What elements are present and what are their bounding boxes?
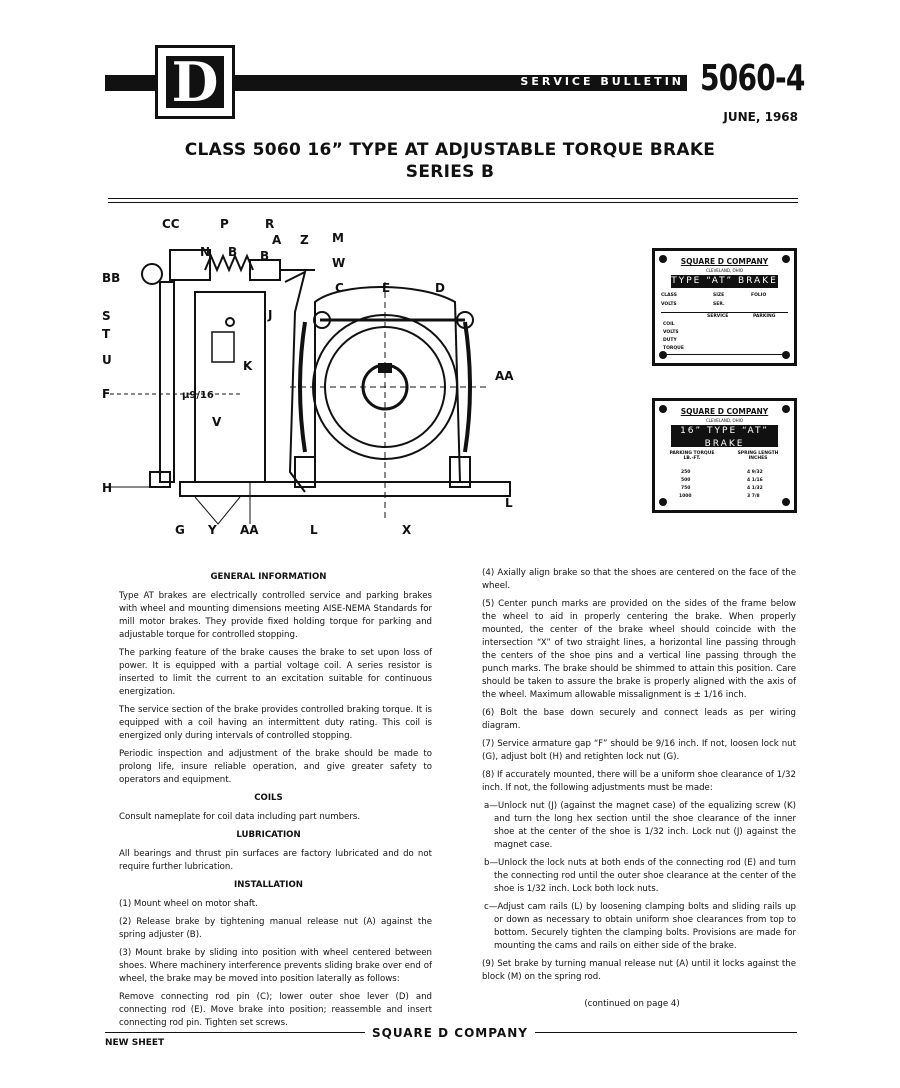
installation-step-2: (2) Release brake by tightening manual release nut (A) against the spring adjuster (B).: [119, 917, 432, 940]
plate-brand: SQUARE D COMPANY: [680, 257, 769, 266]
label-f: F: [102, 387, 111, 401]
left-column: [105, 567, 432, 1035]
plate-brand: SQUARE D COMPANY: [680, 407, 769, 416]
bulletin-date: JUNE, 1968: [723, 110, 798, 124]
label-g: G: [175, 523, 185, 537]
installation-step-9: (9) Set brake by turning manual release nut (A) until it locks against the block (M) on the spring rod.: [482, 959, 796, 982]
installation-step-3: (3) Mount brake by sliding into position with wheel centered between shoes. Where machinery interference prevents sliding brake over end of wheel, the brake may be moved into position laterally as follows:: [119, 948, 432, 984]
label-aa-right: AA: [495, 369, 514, 383]
label-t: T: [102, 327, 111, 341]
plate-torque-250: 250: [681, 470, 691, 475]
label-j: J: [268, 308, 273, 322]
rivet: [659, 351, 667, 359]
lubrication-paragraph: All bearings and thrust pin surfaces are factory lubricated and do not require further lubrication.: [119, 849, 432, 872]
plate-length-2: 4 1/16: [747, 478, 763, 483]
heading-general-information: GENERAL INFORMATION: [210, 572, 327, 582]
y-leader: [195, 497, 240, 524]
plate-length-1: 4 9/32: [747, 470, 763, 475]
general-paragraph-2: The parking feature of the brake causes the brake to set upon loss of power. It is equipped with a partial voltage coil. A series resistor is inserted to limit the current to an excitation suitable for continuous energization.: [119, 648, 432, 697]
general-paragraph-1: Type AT brakes are electrically controlled service and parking brakes with wheel and mounting dimensions meeting AISE-NEMA Standards for mill motor brakes. They provide fixed holding torque for parking and adjustable torque for controlled stopping.: [119, 591, 432, 640]
general-paragraph-3: The service section of the brake provides controlled braking torque. It is equipped with a coil having an intermittent duty rating. This coil is energized only during intervals of controlled stopping.: [119, 705, 432, 741]
plate-field-folio: FOLIO: [751, 293, 767, 298]
plate-city: CLEVELAND, OHIO: [706, 418, 743, 423]
label-k: K: [243, 359, 253, 373]
label-gap-9-16: µ9/16: [182, 390, 214, 401]
label-h: H: [102, 481, 113, 495]
wheel-frame: [315, 287, 460, 482]
plate-torque-500: 500: [681, 478, 691, 483]
label-r: R: [265, 217, 275, 231]
coils-paragraph: Consult nameplate for coil data including part numbers.: [119, 812, 361, 822]
plate-head-service: SERVICE: [707, 314, 729, 319]
header-bar-left: [105, 75, 155, 91]
installation-step-8a: a—Unlock nut (J) (against the magnet case) of the equalizing screw (K) and turn the long hex section until the shoe clearance of the inner shoe at the center of the shoe is 1/32 inch. Lock nut (J) against the magnet case.: [484, 801, 796, 850]
footer-rule-left: [105, 1032, 365, 1033]
heading-lubrication: LUBRICATION: [236, 830, 301, 840]
plate-field-size: SIZE: [713, 293, 725, 298]
title-rule-top: [108, 198, 798, 199]
bulletin-number: 5060-4: [700, 58, 805, 99]
label-cc: CC: [162, 217, 180, 231]
label-bb: BB: [102, 271, 121, 285]
heading-installation: INSTALLATION: [234, 880, 303, 890]
heading-coils: COILS: [254, 793, 283, 803]
spring-adjuster: [250, 260, 280, 280]
plate-col-spring: SPRING LENGTH INCHES: [737, 451, 779, 461]
plate-field-volts: VOLTS: [661, 302, 677, 307]
plate-torque-750: 750: [681, 486, 691, 491]
logo-letter: D: [171, 50, 219, 114]
service-bulletin-label: SERVICE BULLETIN: [520, 75, 684, 88]
rivet: [782, 351, 790, 359]
label-u: U: [102, 353, 112, 367]
label-m: M: [332, 231, 344, 245]
label-n: N: [200, 245, 211, 259]
label-l-right: L: [505, 496, 513, 510]
pin-marker: [226, 318, 234, 326]
access-plate: [212, 332, 234, 362]
installation-step-3-detail: Remove connecting rod pin (C); lower outer shoe lever (D) and connecting rod (E). Move brake into position; reassemble and insert connecting rod pin. Tighten set screws.: [119, 992, 432, 1028]
plate-length-4: 3 7/8: [747, 494, 760, 499]
label-l-bottom: L: [310, 523, 318, 537]
installation-step-1: (1) Mount wheel on motor shaft.: [119, 899, 258, 909]
plate-band: 16” TYPE “AT” BRAKE: [671, 425, 778, 447]
footer-rule-right: [535, 1032, 797, 1033]
installation-step-8b: b—Unlock the lock nuts at both ends of the connecting rod (E) and turn the connecting rod until the outer shoe clearance at the center of the shoe is 1/32 inch. Lock both lock nuts.: [484, 858, 796, 894]
label-x: X: [402, 523, 412, 537]
label-v: V: [212, 415, 222, 429]
label-w: W: [332, 256, 346, 270]
plate-line: [661, 312, 788, 313]
installation-step-5: (5) Center punch marks are provided on the sides of the frame below the wheel to aid in properly centering the brake. When properly mounted, the center of the brake wheel should coincide with the intersection “X” of two straight lines, a horizontal line passing through the centers of the shoe pins and a vertical line passing through the punch marks. The brake should be shimmed to attain this position. Care should be taken to assure the brake is properly aligned with the axis of the wheel. Maximum allowable missalignment is ± 1/16 inch.: [482, 599, 796, 700]
bb-pulley: [142, 264, 162, 284]
right-column: [468, 567, 796, 1016]
plate-row-duty: DUTY: [663, 338, 677, 343]
plate-torque-1000: 1000: [679, 494, 692, 499]
nameplate-type-at: [652, 248, 797, 366]
rivet: [659, 498, 667, 506]
label-b1: B: [228, 245, 238, 259]
plate-line: [661, 354, 788, 355]
installation-step-8: (8) If accurately mounted, there will be a uniform shoe clearance of 1/32 inch. If not, the following adjustments must be made:: [482, 770, 796, 793]
label-s: S: [102, 309, 111, 323]
plate-row-torque: TORQUE: [663, 346, 684, 351]
label-d: D: [435, 281, 445, 295]
installation-step-8c: c—Adjust cam rails (L) by loosening clamping bolts and sliding rails up or down as necessary to obtain uniform shoe clearances from top to bottom. Securely tighten the clamping bolts. Provisions are made for mounting the cams and rails on either side of the brake.: [484, 902, 796, 951]
plate-head-parking: PARKING: [753, 314, 776, 319]
general-paragraph-4: Periodic inspection and adjustment of the brake should be made to prolong life, insure reliable operation, and give greater safety to operators and equipment.: [119, 749, 432, 785]
continued-note: (continued on page 4): [584, 999, 680, 1009]
label-a: A: [272, 233, 282, 247]
armature-plate: [160, 282, 174, 482]
brake-diagram: [100, 212, 530, 542]
installation-step-6: (6) Bolt the base down securely and connect leads as per wiring diagram.: [482, 708, 796, 731]
magnet-case: [195, 292, 265, 482]
label-aa-bottom: AA: [240, 523, 259, 537]
plate-field-class: CLASS: [661, 293, 677, 298]
plate-length-3: 4 1/32: [747, 486, 763, 491]
label-y: Y: [208, 523, 217, 537]
nameplate-16-type-at: [652, 398, 797, 513]
footer-new-sheet: NEW SHEET: [105, 1038, 165, 1048]
square-d-logo: [155, 45, 235, 119]
document-subtitle: SERIES B: [405, 162, 495, 182]
base-plate: [180, 482, 510, 496]
label-e: E: [382, 281, 391, 295]
label-z: Z: [300, 233, 309, 247]
plate-band: TYPE “AT” BRAKE: [671, 276, 778, 286]
plate-col-torque: PARKING TORQUE LB.-FT.: [669, 451, 715, 461]
document-title: CLASS 5060 16” TYPE AT ADJUSTABLE TORQUE BRAKE: [184, 140, 716, 160]
installation-step-4: (4) Axially align brake so that the shoes are centered on the face of the wheel.: [482, 568, 796, 591]
plate-city: CLEVELAND, OHIO: [706, 268, 743, 273]
label-b2: B: [260, 249, 270, 263]
label-p: P: [220, 217, 229, 231]
plate-row-coil: COIL: [663, 322, 675, 327]
title-rule-bottom: [108, 202, 798, 203]
plate-field-ser: SER.: [713, 302, 725, 307]
installation-step-7: (7) Service armature gap “F” should be 9/16 inch. If not, loosen lock nut (G), adjust bolt (H) and retighten lock nut (G).: [482, 739, 796, 762]
footer-brand: SQUARE D COMPANY: [372, 1026, 528, 1040]
rivet: [782, 498, 790, 506]
plate-row-volts: VOLTS: [663, 330, 679, 335]
label-c: C: [335, 281, 344, 295]
